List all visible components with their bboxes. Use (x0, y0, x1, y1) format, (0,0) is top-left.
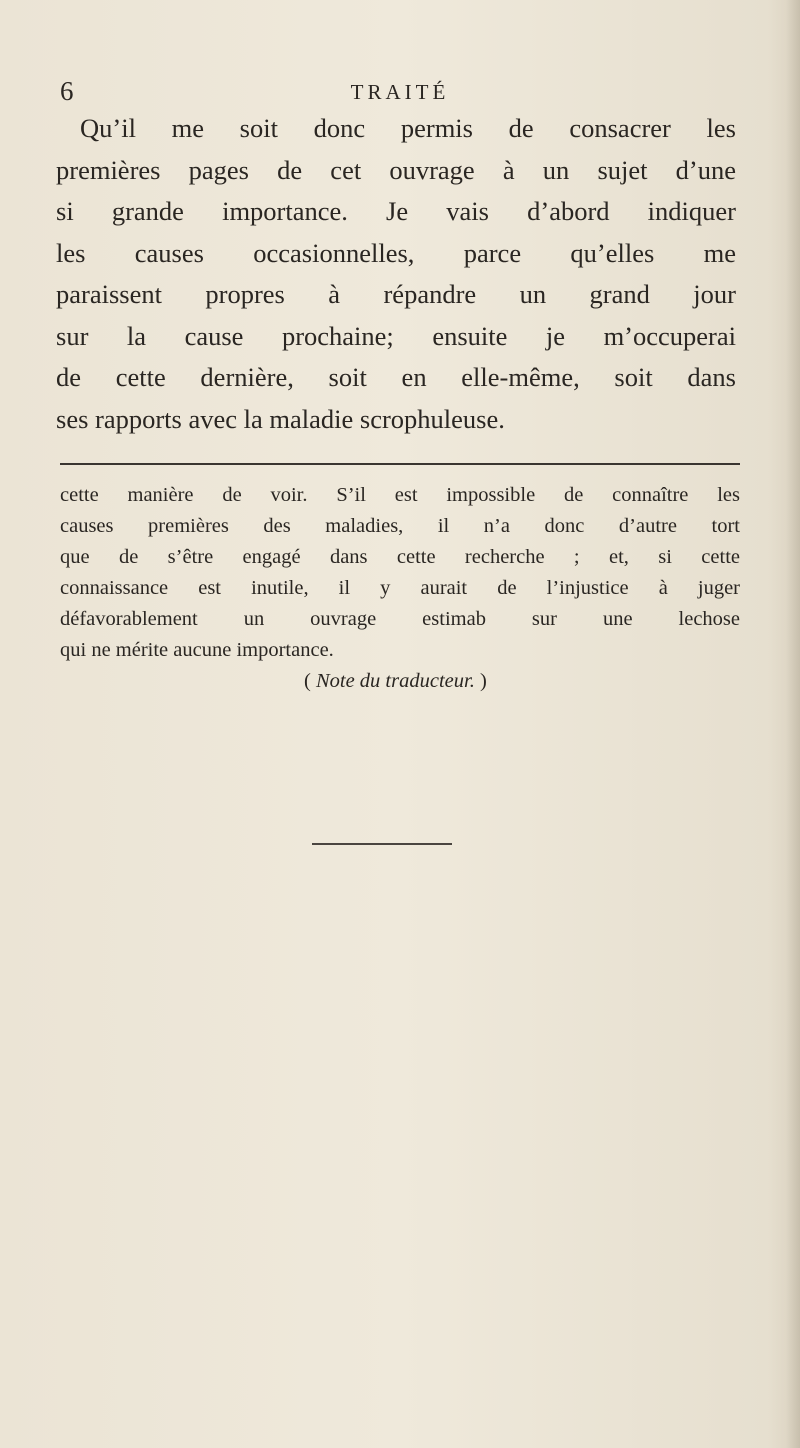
attribution-close-paren: ) (474, 670, 487, 692)
footnote-line: causes premières des maladies, il n’a donc d’autre tort (60, 515, 740, 537)
footnote-line: cette manière de voir. S’il est impossible de connaître les (60, 484, 740, 506)
main-paragraph (56, 108, 736, 440)
attribution-text: Note du traducteur. (315, 670, 475, 692)
footnote-attribution (60, 666, 740, 697)
footnote-line: connaissance est inutile, il y aurait de l’injustice à juger (60, 577, 740, 599)
footnote-line: qui ne mérite aucune importance. (60, 639, 334, 661)
attribution-open-paren: ( (304, 670, 316, 692)
page-number: 6 (60, 76, 74, 106)
text-line: les causes occasionnelles, parce qu’elles me (56, 237, 736, 268)
text-line: Qu’il me soit donc permis de consacrer les (80, 113, 736, 143)
text-line: ses rapports avec la maladie scrophuleuse. (56, 403, 505, 434)
page-edge-shadow (786, 0, 800, 1448)
footnote (60, 480, 740, 697)
footnote-divider (60, 463, 740, 465)
text-line: sur la cause prochaine; ensuite je m’occuperai (56, 320, 736, 351)
page-header (60, 76, 740, 112)
text-line: premières pages de cet ouvrage à un sujet d’une (56, 154, 736, 185)
footnote-line: défavorablement un ouvrage estimab sur une lechose (60, 608, 740, 630)
text-line: de cette dernière, soit en elle-même, soit dans (56, 362, 736, 392)
footnote-line: que de s’être engagé dans cette recherche ; et, si cette (60, 546, 740, 568)
running-title: TRAITÉ (350, 80, 450, 104)
text-line: si grande importance. Je vais d’abord indiquer (56, 196, 736, 226)
end-rule (312, 843, 452, 845)
text-line: paraissent propres à répandre un grand jour (56, 279, 736, 309)
